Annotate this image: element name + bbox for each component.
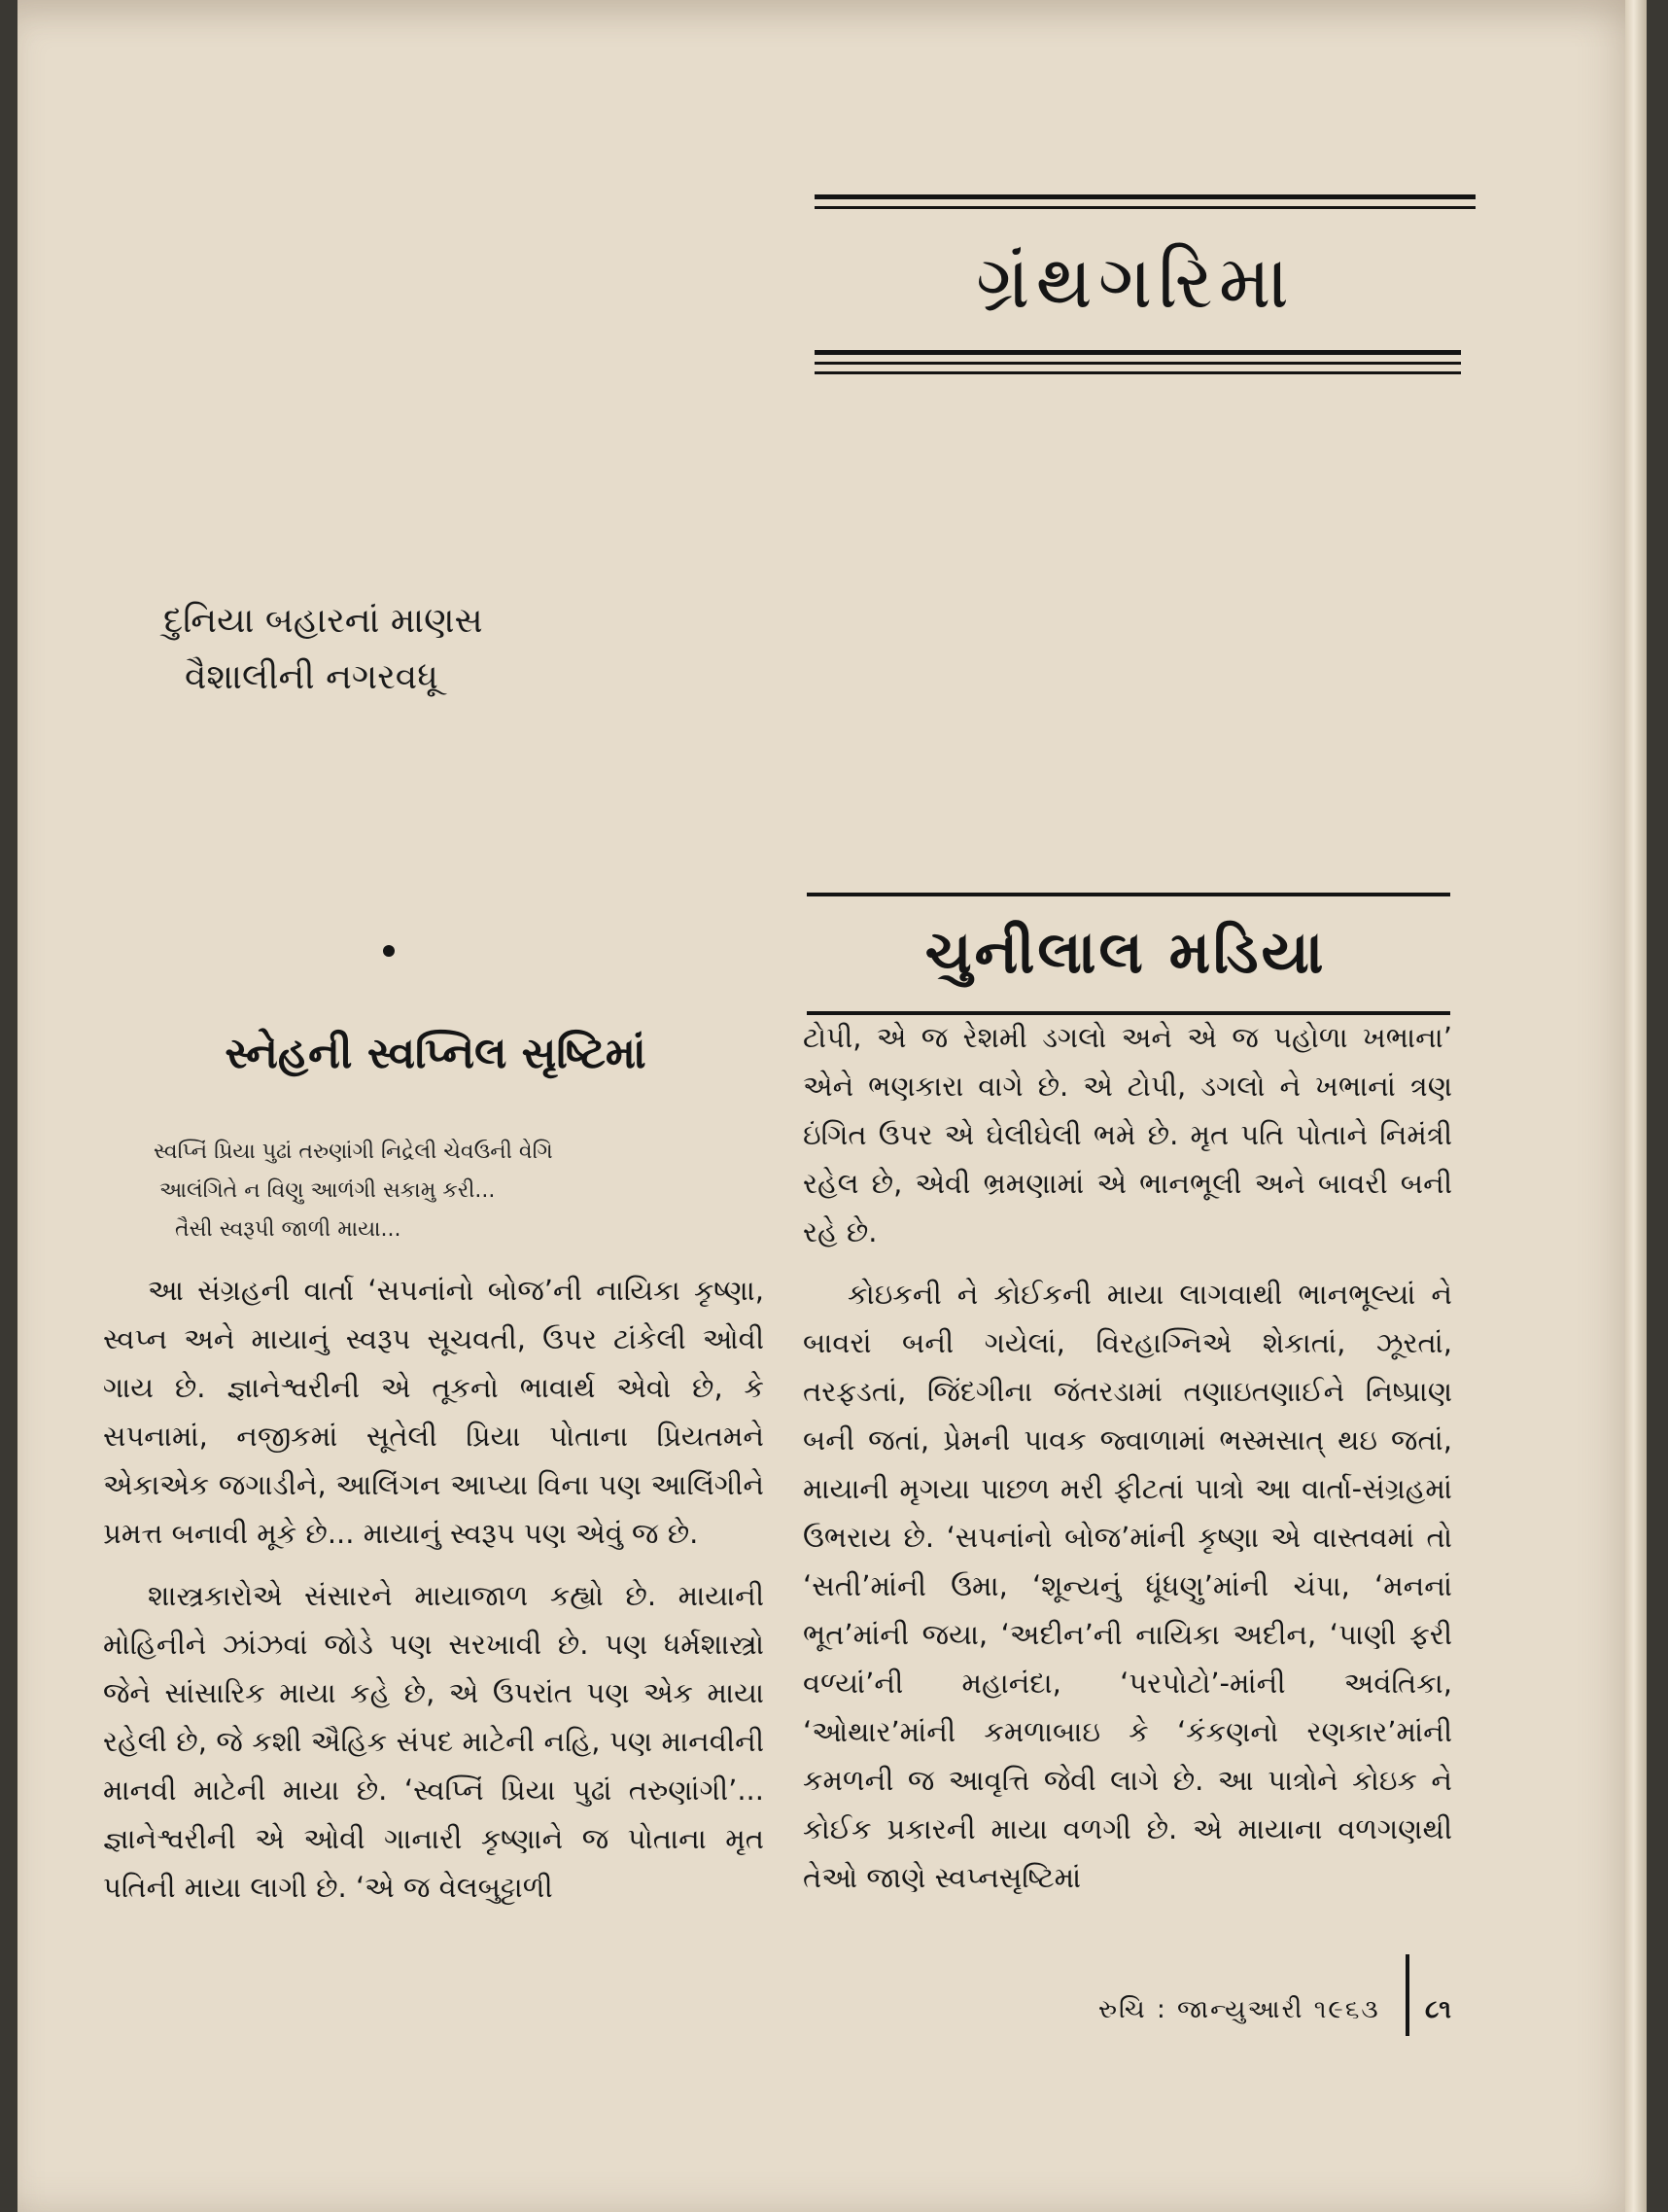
title-rule-top-1 (815, 194, 1476, 199)
title-rule-bottom-3 (815, 371, 1461, 374)
paragraph: આ સંગ્રહની વાર્તા ‘સપનાંનો બોજ’ની નાયિકા કૃષ્ણા, સ્વપ્ન અને માયાનું સ્વરૂપ સૂચવતી, ઉપર ટાંકેલી ઓવી ગાય છે. જ્ઞાનેશ્વરીની એ તૂકનો ભાવાર્થ એવો છે, કે સપનામાં, નજીકમાં સૂતેલી પ્રિયા પોતાના પ્રિયતમને એકાએક જગાડીને, આલિંગન આપ્યા વિના પણ આલિંગીને પ્રમત્ત બનાવી મૂકે છે... માયાનું સ્વરૂપ પણ એવું જ છે. (103, 1274, 764, 1550)
page-edge (1625, 0, 1647, 2212)
footer-divider (1406, 1954, 1409, 2036)
title-rule-bottom-2 (815, 362, 1461, 365)
separator-dot (383, 945, 395, 957)
verse-line: તૈસી સ્વરૂપી જાળી માયા... (175, 1217, 401, 1242)
review-title: સ્નેહની સ્વપ્નિલ સૃષ્ટિમાં (225, 1029, 646, 1078)
reviewer-name: ચુનીલાલ મડિયા (924, 919, 1327, 987)
right-column-text (803, 1013, 1452, 1915)
title-rule-top-2 (815, 206, 1476, 209)
title-rule-bottom-1 (815, 350, 1461, 355)
book-titles (163, 593, 483, 706)
show-through-texture (95, 194, 737, 972)
paragraph: શાસ્ત્રકારોએ સંસારને માયાજાળ કહ્યો છે. માયાની મોહિનીને ઝાંઝવાં જોડે પણ સરખાવી છે. પણ ધર્મશાસ્ત્રો જેને સાંસારિક માયા કહે છે, એ ઉપરાંત પણ એક માયા રહેલી છે, જે કશી ઐહિક સંપદ માટેની નહિ, પણ માનવીની માનવી માટેની માયા છે. ‘સ્વપ્નિં પ્રિયા પુઢાં તરુણાંગી’... જ્ઞાનેશ્વરીની એ ઓવી ગાનારી કૃષ્ણાને જ પોતાના મૃત પતિની માયા લાગી છે. ‘એ જ વેલબુટ્ટાળી (103, 1579, 764, 1904)
page-number: ૮૧ (1425, 1995, 1452, 2024)
section-title: ગ્રંથગરિમા (976, 237, 1295, 325)
book-title: દુનિયા બહારનાં માણસ (163, 601, 483, 641)
paragraph: કોઇકની ને કોઈકની માયા લાગવાથી ભાનભૂલ્યાં ને બાવરાં બની ગયેલાં, વિરહાગ્નિએ શેકાતાં, ઝૂરતાં, તરફડતાં, જિંદગીના જંતરડામાં તણાઇતણાઈને નિષ્પ્રાણ બની જતાં, પ્રેમની પાવક જ્વાળામાં ભસ્મસાત્ થઇ જતાં, માયાની મૃગયા પાછળ મરી ફીટતાં પાત્રો આ વાર્તા-સંગ્રહમાં ઉભરાય છે. ‘સપનાંનો બોજ’માંની કૃષ્ણા એ વાસ્તવમાં તો ‘સતી’માંની ઉમા, ‘શૂન્યનું ધૂંધણુ’માંની ચંપા, ‘મનનાં ભૂત’માંની જયા, ‘અદીન’ની નાયિકા અદીન, ‘પાણી ફરી વળ્યાં’ની મહાનંદા, ‘પરપોટો’-માંની અવંતિકા, ‘ઓથાર’માંની કમળાબાઇ કે ‘કંકણનો રણકાર’માંની કમળની જ આવૃત્તિ જેવી લાગે છે. આ પાત્રોને કોઇક ને કોઈક પ્રકારની માયા વળગી છે. એ માયાના વળગણથી તેઓ જાણે સ્વપ્નસૃષ્ટિમાં (803, 1278, 1452, 1894)
verse-line: આલંગિતે ન વિણુ આળંગી સકામુ કરી... (159, 1178, 496, 1203)
left-column-text (103, 1266, 764, 1925)
verse-line: સ્વપ્નિં પ્રિયા પુઢાં તરુણાંગી નિદ્રેલી ચેવઉની વેગિ (154, 1140, 553, 1164)
book-title: વૈશાલીની નગરવધૂ (185, 657, 438, 697)
magazine-page (17, 0, 1647, 2212)
author-rule-top (807, 893, 1450, 896)
journal-footer: રુચિ : જાન્યુઆરી ૧૯૬૩ (1098, 1995, 1380, 2024)
paragraph: ટોપી, એ જ રેશમી ડગલો અને એ જ પહોળા ખભાના’ એને ભણકારા વાગે છે. એ ટોપી, ડગલો ને ખભાનાં ત્રણ ઇંગિત ઉપર એ ઘેલીઘેલી ભમે છે. મૃત પતિ પોતાને નિમંત્રી રહેલ છે, એવી ભ્રમણામાં એ ભાનભૂલી અને બાવરી બની રહે છે. (803, 1021, 1452, 1248)
epigraph-verse (154, 1133, 553, 1249)
